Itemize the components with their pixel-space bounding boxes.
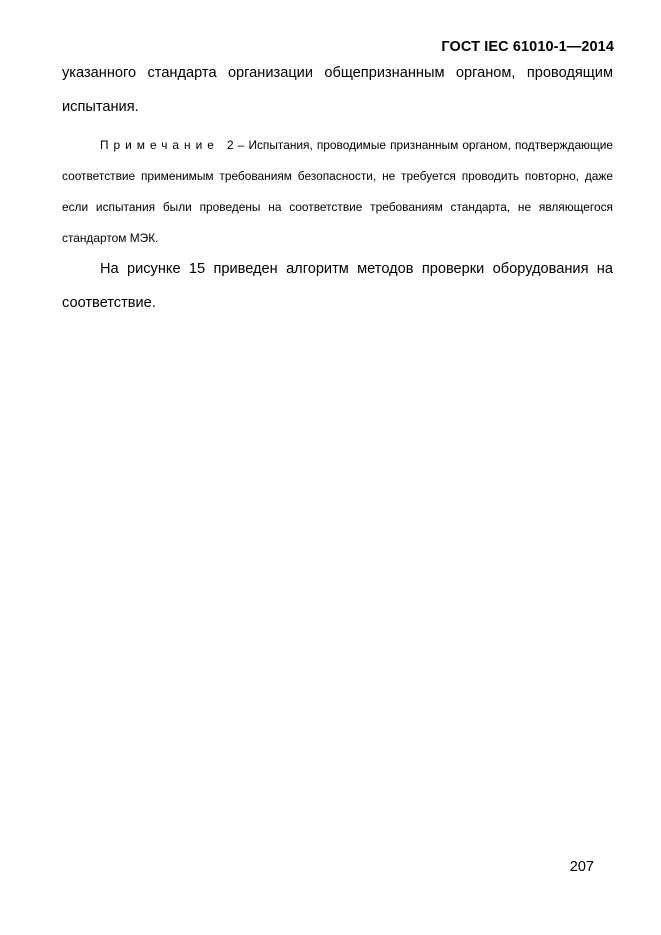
document-header: ГОСТ IEC 61010-1—2014 bbox=[441, 39, 614, 55]
note-label: Примечание bbox=[100, 138, 219, 152]
note-block bbox=[62, 130, 613, 254]
page-number: 207 bbox=[569, 859, 594, 875]
note-text: Испытания, проводимые признанным органом, подтверждающие соответствие применимым требованиям безопасности, не требуется проводить повторно, даже если испытания были проведены на соответствие требованиям стандарта, не являющегося стандартом МЭК. bbox=[62, 138, 614, 245]
note-number: 2 bbox=[227, 138, 234, 152]
paragraph-figure-reference: На рисунке 15 приведен алгоритм методов проверки оборудования на соответствие. bbox=[62, 261, 613, 311]
paragraph-continuation: указанного стандарта организации общепризнанным органом, проводящим испытания. bbox=[62, 65, 613, 115]
note-dash: – bbox=[237, 138, 245, 152]
